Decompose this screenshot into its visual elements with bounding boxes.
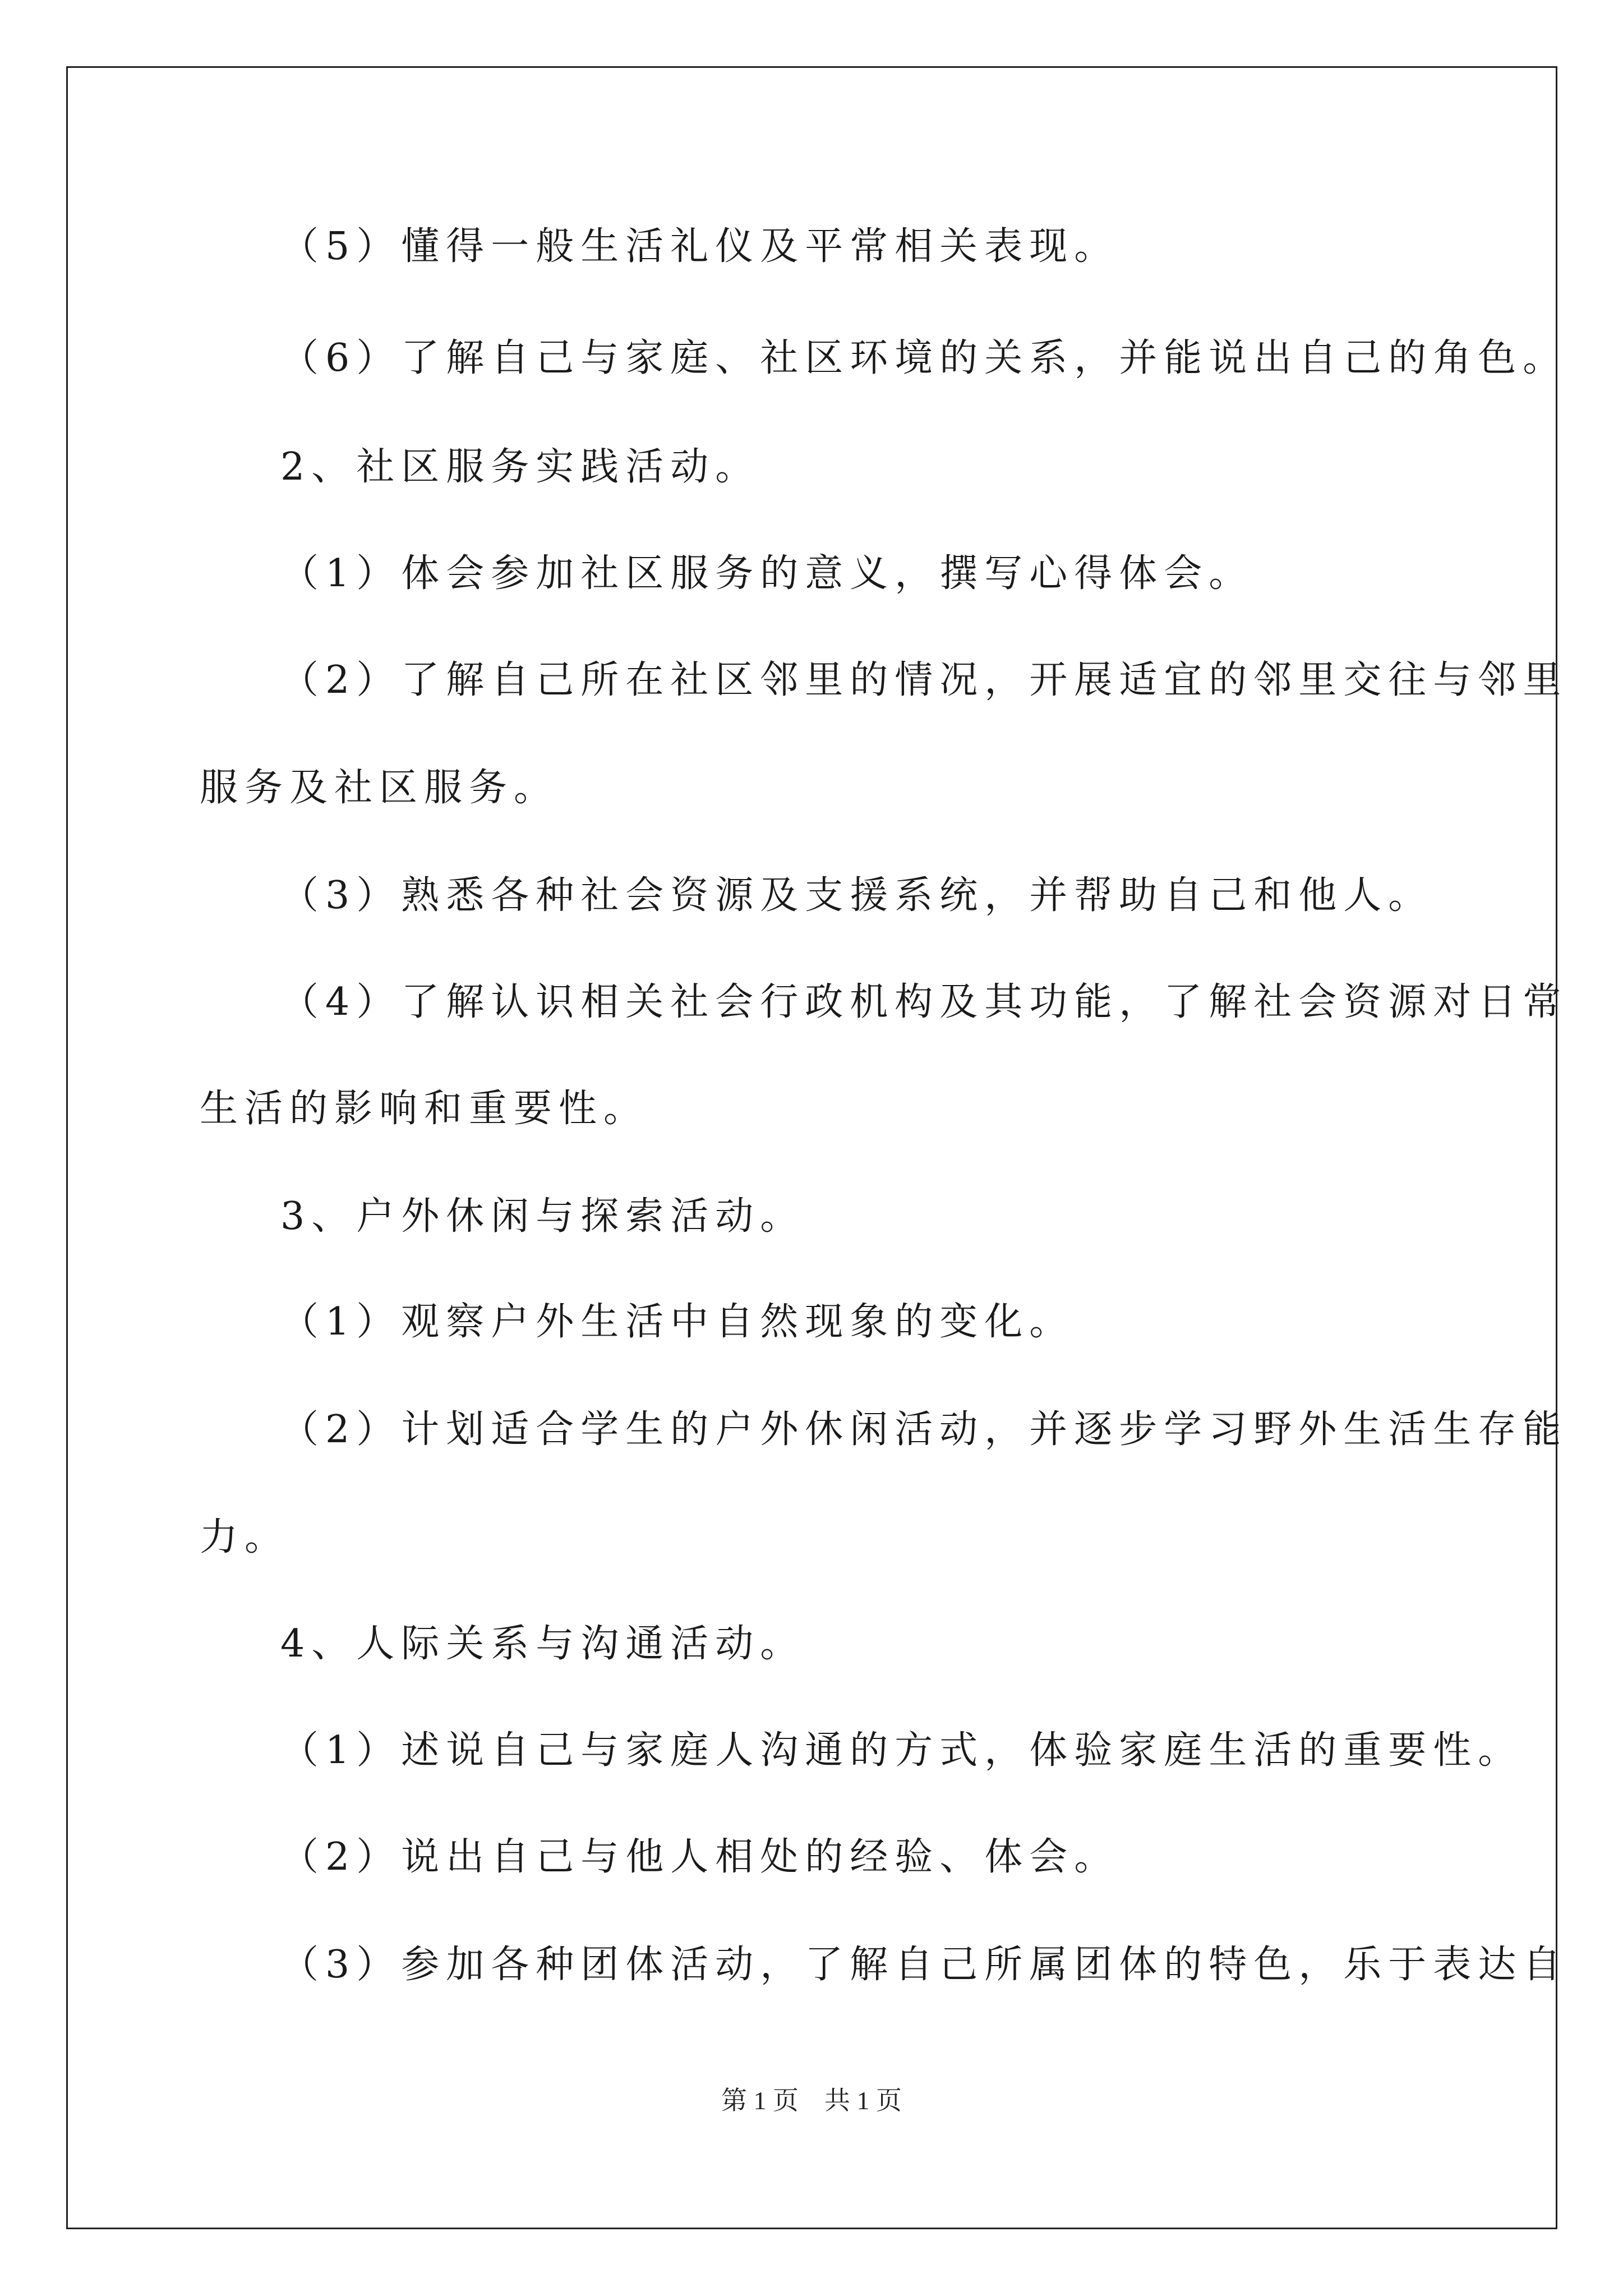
text-line-3-2-cont: 力。 [200, 1515, 290, 1559]
section-heading-3: 3、户外休闲与探索活动。 [280, 1194, 805, 1239]
page-number-footer: 第 1 页 共 1 页 [721, 2086, 902, 2115]
text-line-2-1: （1）体会参加社区服务的意义，撰写心得体会。 [280, 551, 1254, 596]
section-heading-4: 4、人际关系与沟通活动。 [280, 1622, 805, 1666]
text-line-4-2: （2）说出自己与他人相处的经验、体会。 [280, 1835, 1119, 1879]
text-line-2-2: （2）了解自己所在社区邻里的情况，开展适宜的邻里交往与邻里 [280, 658, 1568, 702]
section-heading-2: 2、社区服务实践活动。 [280, 445, 760, 489]
text-line-2-2-cont: 服务及社区服务。 [200, 766, 559, 810]
text-line-4-3: （3）参加各种团体活动，了解自己所属团体的特色，乐于表达自 [280, 1943, 1568, 1987]
text-line-item-6: （6）了解自己与家庭、社区环境的关系，并能说出自己的角色。 [280, 336, 1568, 380]
text-line-item-5: （5）懂得一般生活礼仪及平常相关表现。 [280, 224, 1119, 269]
text-line-2-4: （4）了解认识相关社会行政机构及其功能，了解社会资源对日常 [280, 980, 1568, 1024]
text-line-3-2: （2）计划适合学生的户外休闲活动，并逐步学习野外生活生存能 [280, 1407, 1568, 1452]
text-line-3-1: （1）观察户外生活中自然现象的变化。 [280, 1300, 1075, 1344]
text-line-2-4-cont: 生活的影响和重要性。 [200, 1087, 649, 1131]
page-border [66, 66, 1568, 2229]
text-line-2-3: （3）熟悉各种社会资源及支援系统，并帮助自己和他人。 [280, 873, 1433, 918]
text-line-4-1: （1）述说自己与家庭人沟通的方式，体验家庭生活的重要性。 [280, 1728, 1523, 1773]
